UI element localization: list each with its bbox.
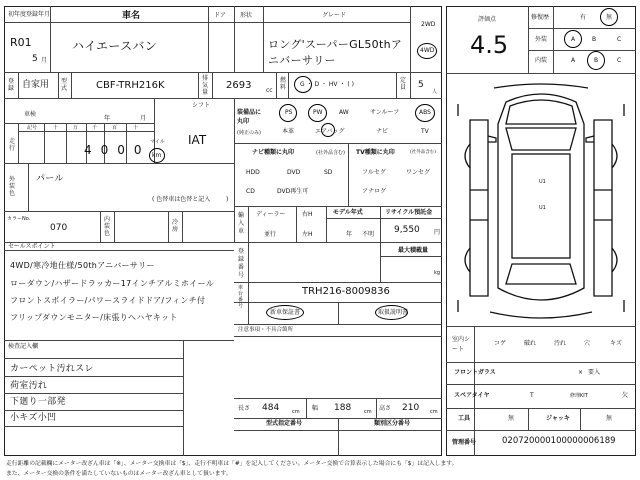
shift-label: シフト (192, 102, 211, 109)
navi-dvd: DVD (287, 169, 301, 176)
equip-ps-circle (279, 104, 297, 122)
fuel-label: 燃料 (280, 77, 287, 91)
tv-sub: (社外品含む) (410, 150, 437, 155)
type-cert-label: 型式指定番号 (266, 420, 303, 427)
vehicle-diagram (450, 80, 632, 324)
navi-label: ナビ種類に丸印 (252, 149, 295, 156)
findings-label: 検査記入欄 (8, 343, 39, 350)
findings-line-4: 小キズ小凹 (10, 413, 57, 423)
glass-value: × (578, 369, 584, 376)
max-load-unit: kg (434, 270, 441, 276)
dim-height-unit: cm (430, 409, 438, 415)
equip-airbag: エアバッグ (315, 128, 345, 135)
fuel-g-circle (294, 76, 312, 93)
navi-cd: CD (246, 188, 255, 195)
int-opt-c: C (617, 57, 622, 64)
color-no-label: カラーNo. (7, 216, 31, 222)
repair-no-circle (600, 8, 618, 26)
dim-height-label: 高さ (379, 405, 392, 412)
first-reg-month: 5 (32, 54, 38, 64)
recycle-label: リサイクル預託金 (385, 209, 433, 216)
sales-point-line-4: フリップダウンモニター/床張りへハヤキット (10, 313, 178, 322)
int-opt-b: B (594, 57, 599, 64)
mgmt-value: 020720000100000006189 (502, 436, 616, 446)
import-rhd: 右H (302, 211, 313, 218)
equip-leather: 本革 (282, 128, 295, 135)
seat-tear: 破れ (524, 340, 537, 347)
doc-warranty: 新車保証書 (270, 309, 301, 316)
equip-aw: AW (339, 109, 349, 116)
spare-repair-kit: 修理KIT (570, 393, 588, 399)
model-label: 型式 (61, 78, 68, 92)
door-4wd-circle (417, 43, 437, 59)
first-reg-value: R01 (10, 36, 32, 49)
sales-point-line-2: ローダウン/ハザードラッカー17インチアルミホイール (10, 279, 215, 288)
door-label: ドア (214, 12, 226, 19)
int-label: 内装 (535, 57, 548, 64)
max-load-label: 最大積載量 (398, 247, 429, 254)
seat-label: 室内シート (452, 336, 471, 353)
disp-label: 排気量 (202, 75, 209, 96)
disp: 2693 (226, 80, 252, 91)
exterior-color: パール (36, 174, 64, 184)
first-reg-month-unit: 月 (41, 57, 48, 64)
navi-sd: SD (324, 169, 333, 176)
fuel-options: G ・ D ・ HV ・ ( ) (300, 81, 354, 88)
spare-missing: 欠 (622, 392, 629, 399)
import-lhd: 左H (302, 231, 313, 238)
score-value: 4.5 (470, 31, 509, 59)
dim-width-unit: cm (364, 409, 372, 415)
seat-burn: コゲ (494, 340, 507, 347)
color-no: 070 (50, 223, 68, 233)
car-name-label: 車名 (122, 11, 141, 21)
diagram-label-u1-a: U1 (539, 179, 546, 185)
shift: IAT (188, 133, 207, 147)
equip-pw-circle (308, 104, 327, 122)
mgmt-label: 管理番号 (452, 439, 477, 446)
grade-label: グレード (322, 12, 347, 19)
main-form (4, 6, 442, 456)
exterior-note: ( 色替車は色替と記入 (152, 196, 211, 203)
mileage-value: 4000 (84, 143, 151, 157)
findings-line-2: 荷室汚れ (10, 381, 48, 391)
doc-manual: 取扱説明書 (378, 309, 409, 316)
seat-stain: 汚れ (554, 340, 567, 347)
grade: ロング'スーパーGL50thアニバーサリー (268, 38, 403, 67)
ext-opt-a: A (571, 36, 576, 43)
glass-label: フロントガラス (454, 369, 496, 376)
mile-label: マイル (150, 139, 165, 145)
dim-length-label: 長さ (238, 405, 251, 412)
notes-label: 注意事項・不具合箇所 (238, 327, 294, 333)
repair-opt-no: 無 (606, 14, 613, 21)
doc-warranty-circle (266, 305, 304, 320)
diagram-label-u1-b: U1 (539, 205, 546, 211)
score-label: 評価点 (478, 16, 497, 23)
seat-hole: 穴 (584, 340, 591, 347)
sales-point-line-1: 4WD/寒冷地仕様/50thアニバーサリー (10, 261, 155, 270)
usage: 自家用 (22, 80, 50, 90)
shape-label: 形状 (240, 12, 253, 19)
navi-dvd-play: DVD再生可 (277, 188, 309, 195)
aircon-label: 冷房 (172, 219, 179, 233)
navi-sub: (社外品含む) (316, 150, 345, 156)
mileage-unit-0: 記号 (27, 125, 38, 131)
model-year-label: モデル年式 (333, 209, 363, 216)
mileage-unit-1: 十 (53, 125, 59, 131)
tv-fullseg: フルセグ (362, 169, 386, 176)
equip-pw: PW (313, 109, 323, 116)
inspection-label: 車検 (24, 111, 37, 118)
class-label: 類別区分番号 (374, 420, 411, 427)
ext-label: 外装 (535, 36, 548, 43)
door-2wd: 2WD (421, 21, 436, 28)
equip-navi: ナビ (376, 128, 389, 135)
recycle-value: 9,550 (394, 225, 420, 235)
mileage-unit-3: 千 (92, 125, 98, 131)
jack-label: ジャッキ (546, 415, 570, 422)
equip-airbag-circle (321, 123, 335, 137)
import-label: 輸入車 (238, 212, 245, 235)
mileage-unit-4: 百 (112, 125, 118, 131)
import-dealer: ディーラー (256, 211, 286, 218)
interior-color-label: 内装色 (104, 216, 111, 237)
tv-label: TV種類に丸印 (356, 149, 395, 156)
disp-unit: cc (266, 87, 273, 94)
mileage-unit-5: 十 (133, 125, 139, 131)
equip-abs-circle (415, 104, 435, 122)
seat-scratch: キズ (610, 340, 622, 347)
equip-ps: PS (285, 109, 293, 116)
repair-opt-yes: 有 (580, 14, 587, 21)
footer-line-2: また、メーター交換の条件を満たしていないものはメーター改ざん車として扱います。 (6, 471, 232, 477)
capacity: 5 (418, 80, 424, 90)
sales-point-label: セールスポイント (8, 243, 56, 250)
door-4wd: 4WD (420, 47, 435, 54)
first-reg-label: 初年度登録年月 (8, 11, 51, 18)
dim-width: 188 (334, 403, 352, 413)
glass-req: 要入 (588, 369, 601, 376)
import-parallel: 並行 (264, 231, 277, 238)
navi-hdd: HDD (246, 169, 260, 176)
spare-t: T (530, 392, 534, 399)
int-b-circle (587, 51, 605, 70)
tools-label: 工具 (458, 415, 471, 422)
findings-line-3: 下廻り一部発 (10, 397, 66, 407)
recycle-unit: 円 (434, 229, 441, 236)
km-label: km (152, 152, 162, 159)
findings-line-1: カーペット汚れスレ (10, 364, 94, 374)
km-circle (149, 148, 165, 163)
ext-opt-c: C (617, 36, 622, 43)
model-year-unknown: 不明 (362, 231, 375, 238)
exterior-label: 外装色 (9, 176, 16, 197)
chassis-label: 車台番号 (238, 285, 244, 309)
repair-label: 修復歴 (531, 14, 550, 21)
equip-tv: TV (421, 128, 429, 135)
exterior-note2: ) (226, 196, 229, 203)
spare-label: スペアタイヤ (454, 392, 490, 399)
footer-line-1: 走行距離の記載欄にメーター改ざん車は「※」、メーター交換車は「$」、走行不明車は「#」を記入してください。メーター交換で合算表示した場合にも「$」は記入します。 (6, 461, 458, 467)
equipment-sub: (純正のみ) (237, 130, 261, 136)
int-opt-a: A (571, 57, 576, 64)
equip-abs: ABS (419, 109, 431, 116)
ext-opt-b: B (592, 36, 597, 43)
ext-a-circle (564, 30, 582, 48)
dim-height: 210 (402, 403, 420, 413)
mileage-label: 走行 (9, 138, 16, 152)
chassis-value: TRH216-8009836 (302, 286, 390, 297)
dim-width-label: 幅 (312, 405, 319, 412)
equip-sunroof: サンルーフ (370, 109, 400, 116)
equipment-label: 装備品に丸印 (237, 109, 262, 125)
capacity-unit: 人 (432, 89, 438, 95)
capacity-label: 定員 (400, 77, 407, 91)
reg-no-label: 登録番号 (238, 248, 245, 279)
tv-analog: アナログ (362, 188, 387, 195)
inspection-year: 年 (104, 115, 111, 122)
model: CBF-TRH216K (96, 80, 165, 91)
reg-label: 登録 (8, 78, 15, 92)
jack-value: 無 (606, 415, 613, 422)
inspection-month: 月 (140, 115, 147, 122)
dim-length: 484 (262, 403, 280, 413)
dim-length-unit: cm (292, 409, 300, 415)
sales-point-line-3: フロントスポイラー/パワースライドドア/フィンチ付 (10, 296, 206, 305)
doc-manual-circle (375, 305, 408, 320)
tools-value: 無 (508, 415, 515, 422)
car-name: ハイエースバン (72, 39, 158, 53)
model-year-val: 年 (346, 231, 353, 238)
tv-oneseg: ワンセグ (406, 169, 431, 176)
mileage-unit-2: 万 (73, 125, 79, 131)
